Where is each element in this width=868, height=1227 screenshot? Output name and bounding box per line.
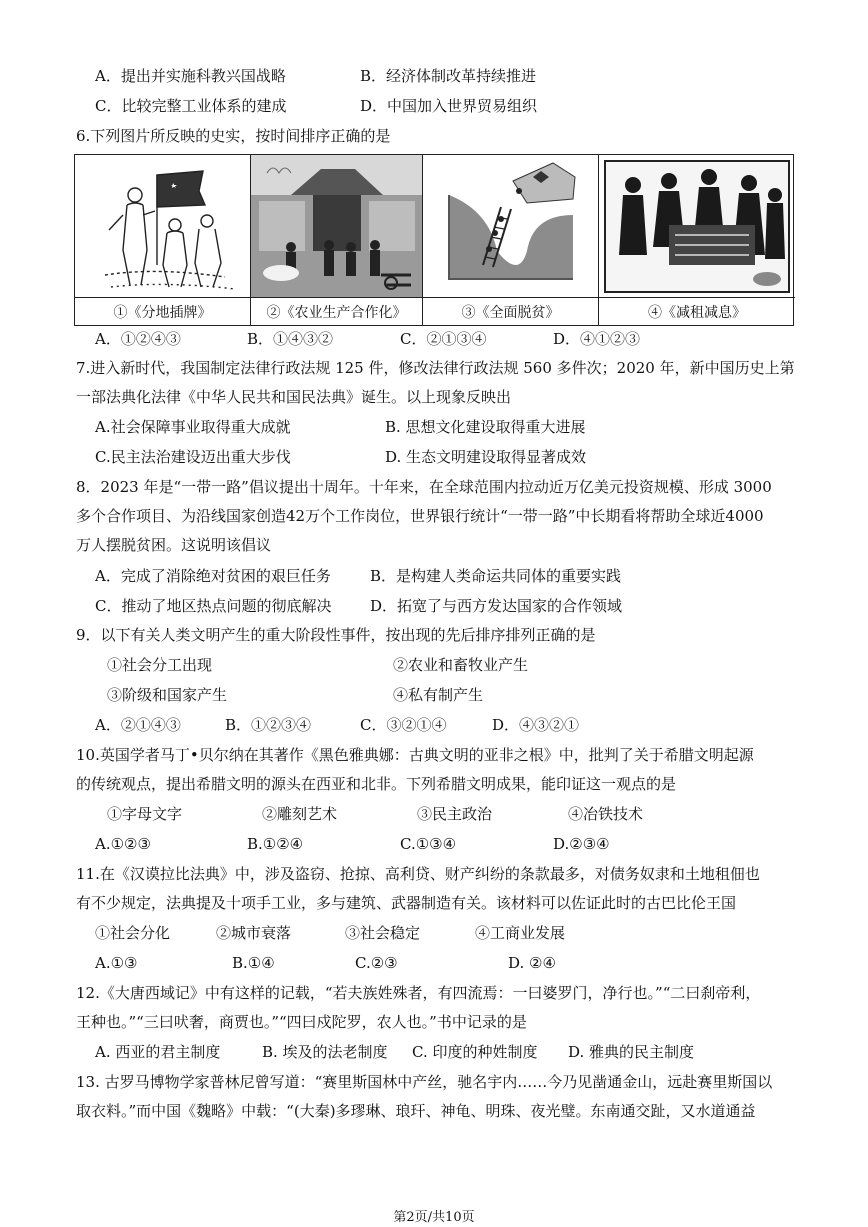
q11-stem-line2: 有不少规定，法典提及十项手工业，多与建筑、武器制造有关。该材料可以佐证此时的古巴比伦王国 [76, 894, 737, 912]
q8-option-c: C．推动了地区热点问题的彻底解决 [95, 597, 332, 615]
q9-stem: 9．以下有关人类文明产生的重大阶段性事件，按出现的先后排序排列正确的是 [76, 626, 596, 644]
q6-option-d: D．④①②③ [553, 330, 641, 348]
q8-stem-line3: 万人摆脱贫困。这说明该倡议 [76, 536, 272, 554]
q12-option-b: B. 埃及的法老制度 [262, 1043, 388, 1061]
q11-option-a: A.①③ [95, 954, 138, 972]
q11-item-2: ②城市衰落 [216, 924, 292, 942]
q7-option-c: C.民主法治建设迈出重大步伐 [95, 448, 291, 466]
q6-picture-table [74, 154, 794, 326]
q5-option-b: B．经济体制改革持续推进 [360, 67, 537, 85]
q5-option-c: C．比较完整工业体系的建成 [95, 97, 287, 115]
q12-option-c: C. 印度的种姓制度 [412, 1043, 538, 1061]
q9-item-1: ①社会分工出现 [107, 656, 213, 674]
picture-2-agricultural-cooperation [251, 155, 423, 298]
q10-item-2: ②雕刻艺术 [262, 805, 338, 823]
q12-option-d: D. 雅典的民主制度 [568, 1043, 695, 1061]
q10-item-4: ④冶铁技术 [568, 805, 644, 823]
q9-item-4: ④私有制产生 [393, 686, 484, 704]
q7-stem-line2: 一部法典化法律《中华人民共和国民法典》诞生。以上现象反映出 [76, 388, 512, 406]
q10-option-d: D.②③④ [553, 835, 610, 853]
picture-2-caption: ②《农业生产合作化》 [251, 298, 423, 326]
q7-option-d: D. 生态文明建设取得显著成效 [385, 448, 587, 466]
q5-option-d: D．中国加入世界贸易组织 [360, 97, 538, 115]
picture-3-poverty-alleviation [423, 155, 599, 298]
q8-option-a: A．完成了消除绝对贫困的艰巨任务 [95, 567, 331, 585]
q10-stem-line1: 10.英国学者马丁•贝尔纳在其著作《黑色雅典娜：古典文明的亚非之根》中，批判了关于希腊文明起源 [76, 746, 754, 764]
q9-option-d: D．④③②① [492, 716, 580, 734]
q12-stem-line2: 王种也。”“三曰吠奢，商贾也。”“四曰戍陀罗，农人也。”书中记录的是 [76, 1013, 527, 1031]
q11-item-1: ①社会分化 [95, 924, 171, 942]
q7-option-a: A.社会保障事业取得重大成就 [95, 418, 291, 436]
q9-item-3: ③阶级和国家产生 [107, 686, 228, 704]
q6-option-b: B．①④③② [247, 330, 334, 348]
q10-option-a: A.①②③ [95, 835, 151, 853]
q6-stem: 6.下列图片所反映的史实，按时间排序正确的是 [76, 127, 391, 145]
q9-item-2: ②农业和畜牧业产生 [393, 656, 529, 674]
q5-option-a: A．提出并实施科教兴国战略 [95, 67, 286, 85]
q6-option-c: C．②①③④ [400, 330, 487, 348]
q9-option-b: B．①②③④ [225, 716, 312, 734]
q13-stem-line2: 取衣料。”而中国《魏略》中载：“(大秦)多璆琳、琅玕、神龟、明珠、夜光璧。东南通交趾，又水道通益 [76, 1102, 756, 1120]
picture-1-land-division [75, 155, 251, 298]
q10-item-3: ③民主政治 [417, 805, 493, 823]
q8-option-d: D．拓宽了与西方发达国家的合作领域 [370, 597, 623, 615]
q7-option-b: B. 思想文化建设取得重大进展 [385, 418, 586, 436]
page-number-footer: 第2页/共10页 [393, 1210, 475, 1225]
q8-stem-line1: 8．2023 年是“一带一路”倡议提出十周年。十年来，在全球范围内拉动近万亿美元投资规模、形成 3000 [76, 478, 772, 496]
q8-stem-line2: 多个合作项目、为沿线国家创造42万个工作岗位，世界银行统计“一带一路”中长期看将帮助全球近4000 [76, 507, 764, 525]
q10-item-1: ①字母文字 [107, 805, 183, 823]
q11-option-b: B.①④ [232, 954, 275, 972]
q6-option-a: A．①②④③ [95, 330, 181, 348]
q11-stem-line1: 11.在《汉谟拉比法典》中，涉及盗窃、抢掠、高利贷、财产纠纷的条款最多，对债务奴隶和土地租佃也 [76, 865, 760, 883]
q13-stem-line1: 13. 古罗马博物学家普林尼曾写道：“赛里斯国林中产丝，驰名宇内……今乃见凿通金山，远赴赛里斯国以 [76, 1073, 773, 1091]
q7-stem-line1: 7.进入新时代，我国制定法律行政法规 125 件，修改法律行政法规 560 多件次；2020 年，新中国历史上第 [76, 359, 795, 377]
q11-item-3: ③社会稳定 [345, 924, 421, 942]
q10-stem-line2: 的传统观点，提出希腊文明的源头在西亚和北非。下列希腊文明成果，能印证这一观点的是 [76, 775, 677, 793]
q11-option-d: D. ②④ [508, 954, 556, 972]
picture-4-caption: ④《减租减息》 [648, 305, 746, 321]
q9-option-c: C．③②①④ [360, 716, 447, 734]
q11-item-4: ④工商业发展 [475, 924, 566, 942]
q8-option-b: B．是构建人类命运共同体的重要实践 [370, 567, 622, 585]
picture-1-caption: ①《分地插牌》 [75, 298, 251, 326]
q12-option-a: A. 西亚的君主制度 [95, 1043, 221, 1061]
q10-option-c: C.①③④ [400, 835, 457, 853]
picture-4-rent-interest-reduction [599, 155, 795, 298]
q9-option-a: A．②①④③ [95, 716, 181, 734]
q11-option-c: C.②③ [355, 954, 398, 972]
q10-option-b: B.①②④ [247, 835, 304, 853]
q12-stem-line1: 12.《大唐西域记》中有这样的记载，“若夫族姓殊者，有四流焉：一曰婆罗门，净行也。”“二曰刹帝利， [76, 984, 761, 1002]
picture-3-caption: ③《全面脱贫》 [423, 298, 599, 326]
